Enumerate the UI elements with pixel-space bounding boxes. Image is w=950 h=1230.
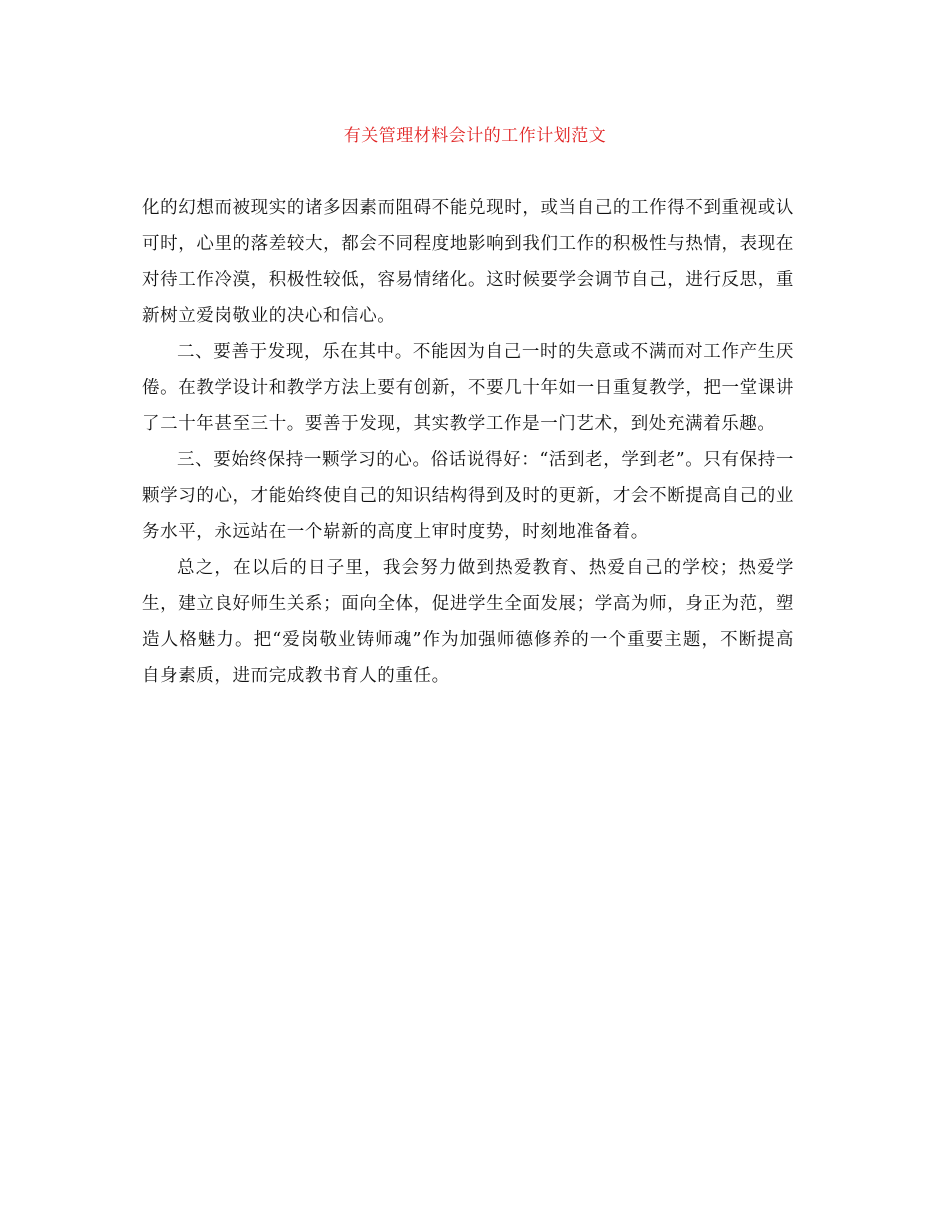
paragraph-conclusion: 总之，在以后的日子里，我会努力做到热爱教育、热爱自己的学校；热爱学生，建立良好师生关系；面向全体，促进学生全面发展；学高为师，身正为范，塑造人格魅力。把“爱岗敬业铸师魂”作为加强师德修养的一个重要主题，不断提高自身素质，进而完成教书育人的重任。 <box>142 558 794 686</box>
paragraph-2: 二、要善于发现，乐在其中。不能因为自己一时的失意或不满而对工作产生厌倦。在教学设计和教学方法上要有创新，不要几十年如一日重复教学，把一堂课讲了二十年甚至三十。要善于发现，其实教学工作是一门艺术，到处充满着乐趣。 <box>142 342 794 434</box>
document-title: 有关管理材料会计的工作计划范文 <box>343 126 607 146</box>
paragraph-3: 三、要始终保持一颗学习的心。俗话说得好：“活到老，学到老”。只有保持一颗学习的心，才能始终使自己的知识结构得到及时的更新，才会不断提高自己的业务水平，永远站在一个崭新的高度上审时度势，时刻地准备着。 <box>142 450 794 542</box>
paragraph-continued: 化的幻想而被现实的诸多因素而阻碍不能兑现时，或当自己的工作得不到重视或认可时，心里的落差较大，都会不同程度地影响到我们工作的积极性与热情，表现在对待工作冷漠，积极性较低，容易情绪化。这时候要学会调节自己，进行反思，重新树立爱岗敬业的决心和信心。 <box>142 198 794 326</box>
document-body <box>142 190 794 694</box>
